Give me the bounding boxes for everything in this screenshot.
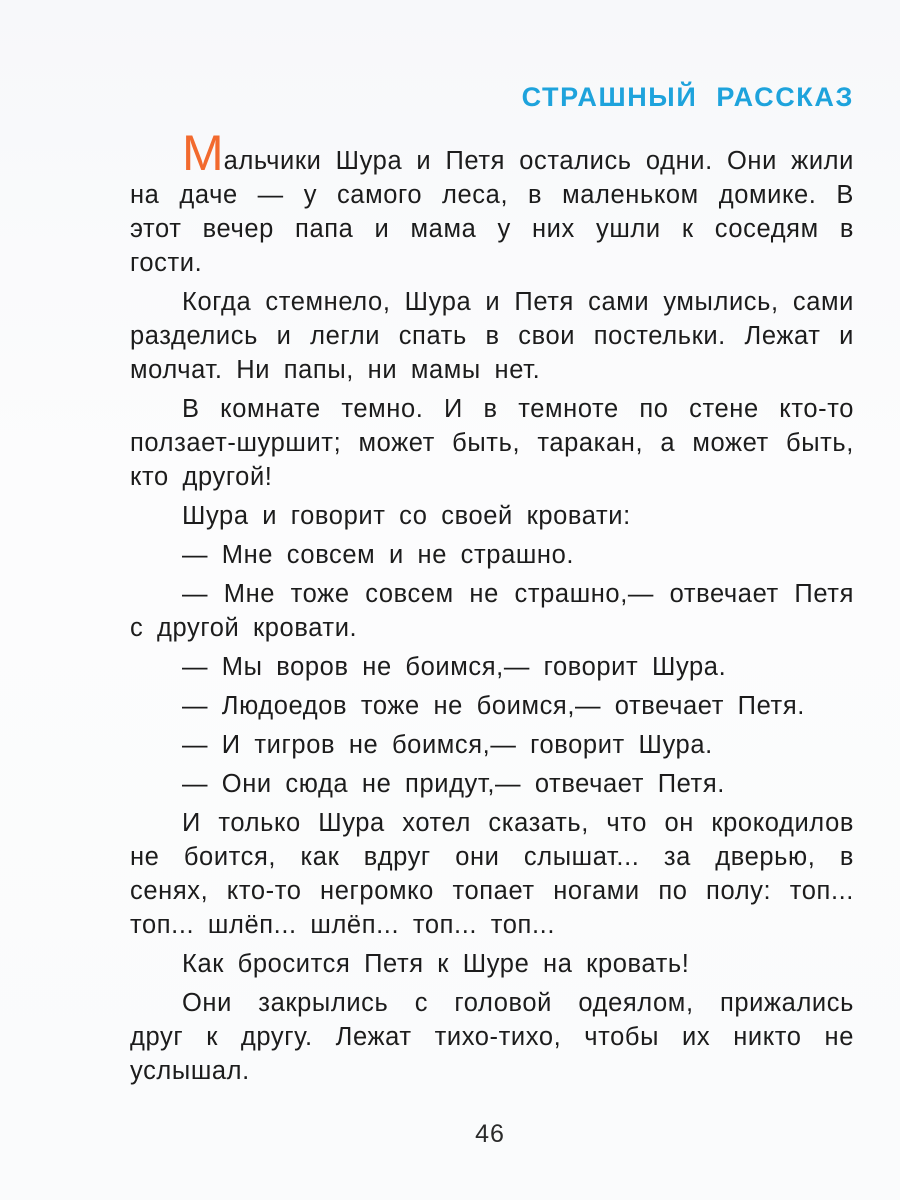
paragraph-13: Они закрылись с головой одеялом, прижались друг к другу. Лежат тихо-тихо, чтобы их никто не услышал. (130, 989, 854, 1085)
paragraph-2: Когда стемнело, Шура и Петя сами умылись, сами разделись и легли спать в свои постельки. Лежат и молчат. Ни папы, ни мамы нет. (130, 288, 854, 384)
paragraph-11: И только Шура хотел сказать, что он крокодилов не боится, как вдруг они слышат... за дверью, в сенях, кто-то негромко топает ногами по полу: топ... топ... шлёп... шлёп... топ... топ... (130, 809, 854, 939)
story-text (130, 125, 854, 1093)
paragraph-1 (130, 125, 854, 280)
paragraph-1-text: альчики Шура и Петя остались одни. Они жили на даче — у самого леса, в маленьком домике. В этот вечер папа и мама у них ушли к соседям в гости. (130, 147, 854, 277)
paragraph-6: — Мне тоже совсем не страшно,— отвечает Петя с другой кровати. (130, 580, 854, 642)
paragraph-5: — Мне совсем и не страшно. (182, 541, 575, 569)
story-title: СТРАШНЫЙ РАССКАЗ (521, 82, 854, 112)
paragraph-12: Как бросится Петя к Шуре на кровать! (182, 950, 690, 978)
drop-cap: М (182, 125, 224, 181)
paragraph-8: — Людоедов тоже не боимся,— отвечает Петя. (182, 692, 805, 720)
paragraph-3: В комнате темно. И в темноте по стене кто-то ползает-шуршит; может быть, таракан, а может быть, кто другой! (130, 395, 854, 491)
paragraph-10: — Они сюда не придут,— отвечает Петя. (182, 770, 725, 798)
page-number: 46 (475, 1120, 505, 1148)
paragraph-7: — Мы воров не боимся,— говорит Шура. (182, 653, 727, 681)
paragraph-9: — И тигров не боимся,— говорит Шура. (182, 731, 713, 759)
paragraph-4: Шура и говорит со своей кровати: (182, 502, 631, 530)
